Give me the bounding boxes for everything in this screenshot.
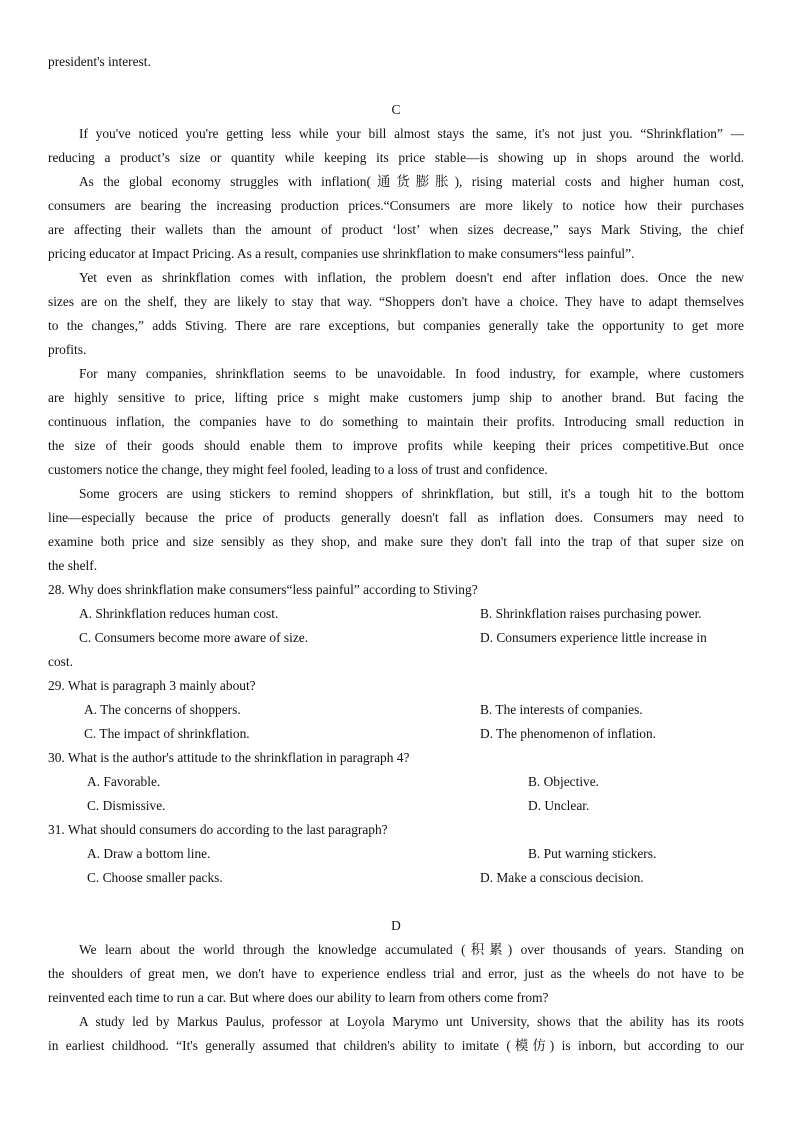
passage-line: sizes are on the shelf, they are likely to stay that way. “Shoppers don't have a choice. They have to adapt themselves [48,294,744,309]
passage-line: As the global economy struggles with inflation(通货膨胀), rising material costs and higher human cost, [79,174,744,189]
section-heading-c: C [391,102,401,117]
question-30 [48,746,744,818]
question-29 [48,674,744,746]
passage-c [48,122,744,578]
section-heading-d: D [391,918,401,933]
passage-line: A study led by Markus Paulus, professor at Loyola Marymo unt University, shows that the ability has its roots [79,1014,744,1029]
option-d-continuation: cost. [48,654,73,669]
passage-line: profits. [48,342,87,357]
passage-line: pricing educator at Impact Pricing. As a result, companies use shrinkflation to make consumers“less painful”. [48,246,635,261]
passage-line: continuous inflation, the companies have to do something to maintain their profits. Introducing small reduction in [48,414,744,429]
passage-line: Some grocers are using stickers to remind shoppers of shrinkflation, but still, it's a tough hit to the bottom [79,486,744,501]
passage-line: the shoulders of great men, we don't have to experience endless trial and error, just as the wheels do not have to be [48,966,744,981]
option-a[interactable]: A. Favorable. [87,774,161,789]
option-c[interactable]: C. The impact of shrinkflation. [84,726,250,741]
passage-d [48,938,744,1058]
question-stem: 31. What should consumers do according to the last paragraph? [48,822,388,837]
question-stem: 30. What is the author's attitude to the shrinkflation in paragraph 4? [48,750,410,765]
option-b[interactable]: B. Shrinkflation raises purchasing power. [480,606,702,621]
passage-line: are affecting their wallets than the amount of product ‘lost’ when sizes decrease,” says Mark Stiving, the chief [48,222,744,237]
passage-line: are highly sensitive to price, lifting price s might make customers jump ship to another brand. But facing the [48,390,744,405]
passage-line: examine both price and size sensibly as they shop, and make sure they don't fall into the trap of that super size on [48,534,744,549]
passage-line: the size of their goods should enable them to improve profits while keeping their prices competitive.But once [48,438,744,453]
option-d[interactable]: D. Make a conscious decision. [480,870,644,885]
option-c[interactable]: C. Choose smaller packs. [87,870,223,885]
option-a[interactable]: A. The concerns of shoppers. [84,702,241,717]
passage-line: Yet even as shrinkflation comes with inflation, the problem doesn't end after inflation does. Once the new [79,270,744,285]
passage-line: to the changes,” adds Stiving. There are rare exceptions, but companies generally take the opportunity to get more [48,318,744,333]
passage-line: customers notice the change, they might feel fooled, leading to a loss of trust and confidence. [48,462,548,477]
question-28 [48,578,744,674]
option-a[interactable]: A. Shrinkflation reduces human cost. [79,606,279,621]
option-b[interactable]: B. Objective. [528,774,600,789]
passage-line: line—especially because the price of products generally doesn't fall as inflation does. Consumers may need to [48,510,744,525]
option-d[interactable]: D. Unclear. [528,798,590,813]
option-d[interactable]: D. Consumers experience little increase in [480,630,707,645]
option-d[interactable]: D. The phenomenon of inflation. [480,726,657,741]
passage-line: For many companies, shrinkflation seems to be unavoidable. In food industry, for example, where customers [79,366,744,381]
option-b[interactable]: B. Put warning stickers. [528,846,657,861]
option-a[interactable]: A. Draw a bottom line. [87,846,211,861]
question-31 [48,818,744,890]
passage-line: If you've noticed you're getting less while your bill almost stays the same, it's not just you. “Shrinkflation” — [79,126,744,141]
passage-line: in earliest childhood. “It's generally assumed that children's ability to imitate (模仿) is inborn, but according to our [48,1038,744,1053]
option-c[interactable]: C. Dismissive. [87,798,166,813]
question-stem: 28. Why does shrinkflation make consumers“less painful” according to Stiving? [48,582,478,597]
option-b[interactable]: B. The interests of companies. [480,702,643,717]
passage-line: reducing a product’s size or quantity while keeping its price stable—is showing up in shops around the world. [48,150,744,165]
passage-line: We learn about the world through the knowledge accumulated (积累) over thousands of years. Standing on [79,942,744,957]
passage-line: consumers are bearing the increasing production prices.“Consumers are more likely to notice how their purchases [48,198,744,213]
document-page [48,50,744,1058]
passage-line: the shelf. [48,558,98,573]
previous-paragraph-tail: president's interest. [48,54,151,69]
question-stem: 29. What is paragraph 3 mainly about? [48,678,256,693]
passage-line: reinvented each time to run a car. But where does our ability to learn from others come from? [48,990,549,1005]
option-c[interactable]: C. Consumers become more aware of size. [79,630,309,645]
